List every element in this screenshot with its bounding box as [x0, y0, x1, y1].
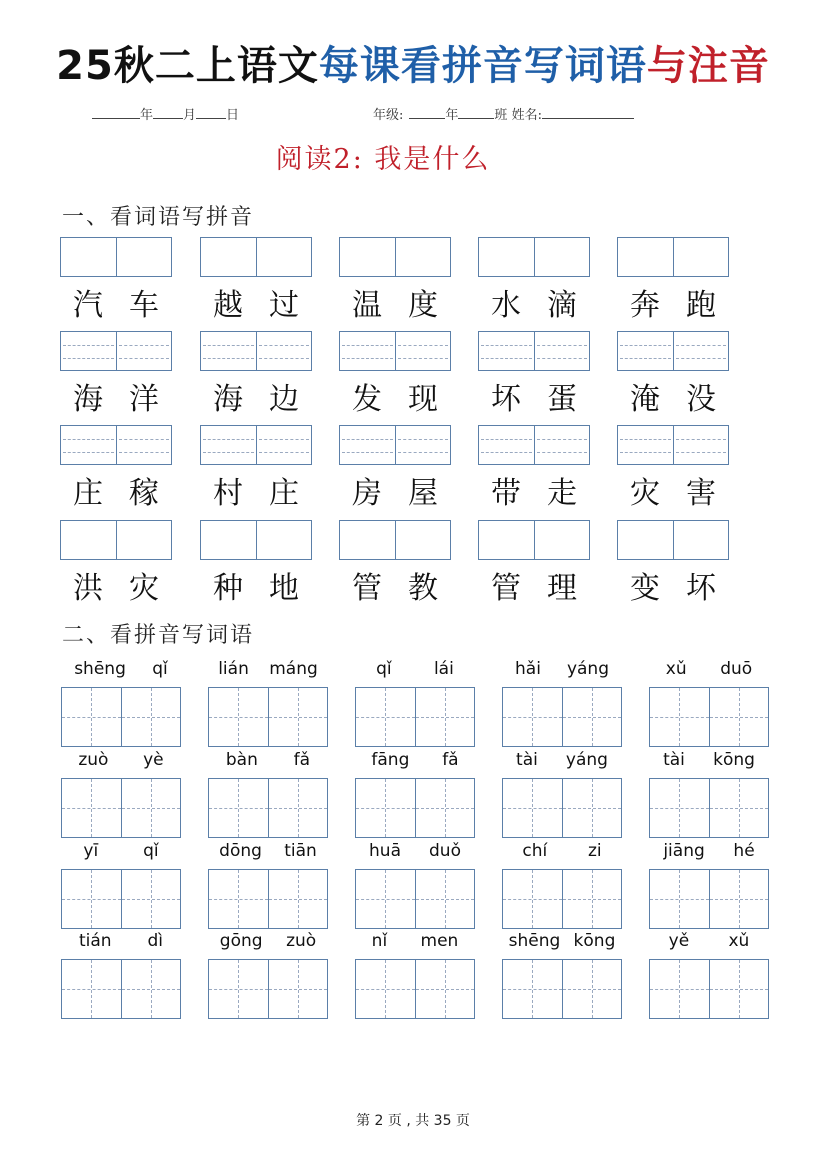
- tian-cell[interactable]: [709, 870, 769, 928]
- vocab-character: 没: [686, 382, 716, 417]
- tian-cell[interactable]: [62, 779, 121, 837]
- vocab-character: 害: [686, 476, 716, 511]
- vocab-character: 灾: [630, 476, 660, 511]
- writing-grid[interactable]: [61, 959, 181, 1019]
- pinyin-answer-box[interactable]: [200, 520, 312, 560]
- grade-year-label: 年: [445, 108, 459, 123]
- pinyin-syllable: hǎi: [515, 659, 541, 679]
- pinyin-box-cell[interactable]: [479, 332, 534, 370]
- writing-grid[interactable]: [502, 778, 622, 838]
- pinyin-box-cell[interactable]: [395, 426, 451, 464]
- vocab-word: [478, 373, 590, 419]
- pinyin-syllable: qǐ: [152, 659, 168, 679]
- writing-grid[interactable]: [208, 959, 328, 1019]
- pinyin-answer-box[interactable]: [617, 331, 729, 371]
- pinyin-answer-box[interactable]: [200, 237, 312, 277]
- tian-cell[interactable]: [356, 960, 415, 1018]
- pinyin-box-cell[interactable]: [256, 426, 312, 464]
- writing-grid[interactable]: [355, 959, 475, 1019]
- vocab-character: 坏: [491, 382, 521, 417]
- vocab-character: 种: [213, 571, 243, 606]
- pinyin-box-cell[interactable]: [479, 426, 534, 464]
- pinyin-syllable: dōng: [219, 841, 262, 861]
- tian-cell[interactable]: [62, 960, 121, 1018]
- pinyin-prompt: [61, 658, 181, 680]
- writing-grid[interactable]: [502, 687, 622, 747]
- vocab-word: [60, 562, 172, 608]
- pinyin-syllable: tián: [78, 931, 112, 951]
- pinyin-box-cell[interactable]: [256, 238, 312, 276]
- pinyin-box-cell[interactable]: [534, 521, 590, 559]
- vocab-word: [617, 279, 729, 325]
- section-1-title: 一、看词语写拼音: [62, 205, 255, 230]
- pinyin-box-cell[interactable]: [116, 238, 172, 276]
- vocab-word: [617, 467, 729, 513]
- vocab-word: [339, 467, 451, 513]
- pinyin-answer-box[interactable]: [478, 237, 590, 277]
- tian-cell[interactable]: [503, 688, 562, 746]
- pinyin-syllable: chí: [522, 841, 548, 861]
- tian-cell[interactable]: [650, 779, 709, 837]
- pinyin-prompt: [355, 840, 475, 862]
- vocab-character: 度: [408, 288, 438, 323]
- tian-cell[interactable]: [209, 688, 268, 746]
- pinyin-syllable: fǎ: [293, 750, 311, 770]
- writing-grid[interactable]: [208, 687, 328, 747]
- pinyin-prompt: [649, 749, 769, 771]
- pinyin-syllable: men: [420, 931, 459, 951]
- tian-cell[interactable]: [650, 870, 709, 928]
- vocab-character: 坏: [686, 571, 716, 606]
- vocab-character: 稼: [129, 476, 159, 511]
- vocab-character: 淹: [630, 382, 660, 417]
- pinyin-syllable: qǐ: [143, 841, 159, 861]
- tian-cell[interactable]: [121, 779, 181, 837]
- pinyin-prompt: [502, 658, 622, 680]
- pinyin-syllable: duō: [720, 659, 753, 679]
- writing-grid[interactable]: [649, 778, 769, 838]
- pinyin-box-cell[interactable]: [340, 426, 395, 464]
- pinyin-syllable: nǐ: [371, 931, 388, 951]
- pinyin-syllable: zuò: [78, 750, 109, 770]
- name-blank[interactable]: [542, 106, 634, 119]
- page-title: [0, 40, 826, 92]
- pinyin-prompt: [61, 840, 181, 862]
- class-blank[interactable]: [458, 106, 494, 119]
- pinyin-syllable: yī: [83, 841, 99, 861]
- date-line: [92, 104, 239, 123]
- vocab-character: 跑: [686, 288, 716, 323]
- pinyin-prompt: [355, 930, 475, 952]
- pinyin-box-cell[interactable]: [61, 238, 116, 276]
- section-2-title: 二、看拼音写词语: [62, 623, 255, 648]
- tian-cell[interactable]: [562, 870, 622, 928]
- pinyin-syllable: gōng: [219, 931, 263, 951]
- writing-grid[interactable]: [649, 869, 769, 929]
- vocab-character: 理: [547, 571, 577, 606]
- pinyin-box-cell[interactable]: [61, 332, 116, 370]
- pinyin-syllable: yáng: [565, 750, 608, 770]
- tian-cell[interactable]: [121, 688, 181, 746]
- tian-cell[interactable]: [268, 870, 328, 928]
- writing-grid[interactable]: [355, 778, 475, 838]
- tian-cell[interactable]: [503, 960, 562, 1018]
- tian-cell[interactable]: [415, 688, 475, 746]
- pinyin-prompt: [355, 658, 475, 680]
- writing-grid[interactable]: [502, 869, 622, 929]
- pinyin-syllable: kōng: [713, 750, 755, 770]
- vocab-word: [617, 373, 729, 419]
- tian-cell[interactable]: [562, 779, 622, 837]
- lesson-subtitle: 阅读2: 我是什么: [275, 144, 491, 175]
- vocab-word: [339, 279, 451, 325]
- vocab-character: 走: [547, 476, 577, 511]
- pinyin-prompt: [502, 749, 622, 771]
- pinyin-prompt: [61, 749, 181, 771]
- tian-cell[interactable]: [62, 870, 121, 928]
- vocab-character: 地: [269, 571, 299, 606]
- vocab-word: [60, 467, 172, 513]
- tian-cell[interactable]: [62, 688, 121, 746]
- pinyin-answer-box[interactable]: [339, 425, 451, 465]
- vocab-character: 变: [630, 571, 660, 606]
- pinyin-syllable: fǎ: [442, 750, 459, 770]
- grade-blank[interactable]: [409, 106, 445, 119]
- pinyin-syllable: kōng: [573, 931, 616, 951]
- tian-cell[interactable]: [503, 870, 562, 928]
- pinyin-box-cell[interactable]: [61, 426, 116, 464]
- tian-cell[interactable]: [415, 779, 475, 837]
- writing-grid[interactable]: [355, 687, 475, 747]
- vocab-character: 车: [129, 288, 159, 323]
- tian-cell[interactable]: [709, 779, 769, 837]
- day-label: 日: [226, 108, 240, 123]
- pinyin-prompt: [649, 930, 769, 952]
- pinyin-syllable: huā: [369, 841, 401, 861]
- pinyin-syllable: dì: [147, 931, 164, 951]
- tian-cell[interactable]: [356, 688, 415, 746]
- vocab-character: 奔: [630, 288, 660, 323]
- pinyin-answer-box[interactable]: [60, 425, 172, 465]
- vocab-character: 庄: [269, 476, 299, 511]
- student-info-line: [373, 104, 634, 123]
- vocab-character: 发: [352, 382, 382, 417]
- pinyin-box-cell[interactable]: [201, 238, 256, 276]
- day-blank[interactable]: [196, 106, 226, 119]
- vocab-word: [200, 467, 312, 513]
- pinyin-box-cell[interactable]: [479, 238, 534, 276]
- pinyin-answer-box[interactable]: [339, 520, 451, 560]
- pinyin-box-cell[interactable]: [673, 426, 729, 464]
- pinyin-answer-box[interactable]: [339, 237, 451, 277]
- vocab-word: [60, 373, 172, 419]
- year-label: 年: [140, 108, 154, 123]
- tian-cell[interactable]: [415, 870, 475, 928]
- pinyin-syllable: qǐ: [376, 659, 392, 679]
- pinyin-syllable: shēng: [74, 659, 126, 679]
- pinyin-box-cell[interactable]: [256, 521, 312, 559]
- vocab-word: [617, 562, 729, 608]
- pinyin-box-cell[interactable]: [534, 332, 590, 370]
- pinyin-syllable: fāng: [371, 750, 410, 770]
- vocab-word: [200, 279, 312, 325]
- tian-cell[interactable]: [121, 960, 181, 1018]
- pinyin-box-cell[interactable]: [116, 332, 172, 370]
- pinyin-box-cell[interactable]: [618, 426, 673, 464]
- class-label: 班: [494, 108, 508, 123]
- pinyin-box-cell[interactable]: [395, 332, 451, 370]
- vocab-character: 灾: [129, 571, 159, 606]
- pinyin-syllable: yáng: [566, 659, 609, 679]
- pinyin-box-cell[interactable]: [116, 426, 172, 464]
- pinyin-syllable: tiān: [284, 841, 317, 861]
- tian-cell[interactable]: [121, 870, 181, 928]
- pinyin-box-cell[interactable]: [201, 426, 256, 464]
- pinyin-prompt: [208, 658, 328, 680]
- year-blank[interactable]: [92, 106, 140, 119]
- name-label: 姓名:: [511, 108, 542, 123]
- pinyin-answer-box[interactable]: [617, 237, 729, 277]
- pinyin-syllable: xǔ: [665, 659, 687, 679]
- pinyin-answer-box[interactable]: [617, 425, 729, 465]
- pinyin-box-cell[interactable]: [479, 521, 534, 559]
- tian-cell[interactable]: [209, 779, 268, 837]
- pinyin-syllable: tài: [516, 750, 538, 770]
- pinyin-prompt: [208, 930, 328, 952]
- pinyin-prompt: [502, 840, 622, 862]
- title-part-2: 每课看拼音写词语: [318, 43, 647, 89]
- pinyin-box-cell[interactable]: [673, 332, 729, 370]
- vocab-character: 越: [213, 288, 243, 323]
- vocab-character: 水: [491, 288, 521, 323]
- pinyin-box-cell[interactable]: [116, 521, 172, 559]
- writing-grid[interactable]: [649, 687, 769, 747]
- tian-cell[interactable]: [268, 779, 328, 837]
- pinyin-answer-box[interactable]: [339, 331, 451, 371]
- pinyin-syllable: tài: [663, 750, 685, 770]
- pinyin-syllable: zi: [587, 841, 602, 861]
- pinyin-box-cell[interactable]: [395, 521, 451, 559]
- pinyin-box-cell[interactable]: [340, 521, 395, 559]
- writing-grid[interactable]: [61, 687, 181, 747]
- pinyin-box-cell[interactable]: [534, 426, 590, 464]
- tian-cell[interactable]: [268, 688, 328, 746]
- title-part-1: 25秋二上语文: [56, 43, 319, 89]
- title-part-3: 与注音: [646, 43, 770, 89]
- tian-cell[interactable]: [209, 960, 268, 1018]
- tian-cell[interactable]: [650, 960, 709, 1018]
- pinyin-prompt: [355, 749, 475, 771]
- tian-cell[interactable]: [562, 688, 622, 746]
- vocab-character: 房: [352, 476, 382, 511]
- pinyin-prompt: [502, 930, 622, 952]
- month-blank[interactable]: [153, 106, 183, 119]
- vocab-character: 汽: [73, 288, 103, 323]
- pinyin-syllable: xǔ: [728, 931, 750, 951]
- vocab-word: [200, 373, 312, 419]
- tian-cell[interactable]: [415, 960, 475, 1018]
- pinyin-prompt: [208, 749, 328, 771]
- pinyin-box-cell[interactable]: [673, 521, 729, 559]
- pinyin-box-cell[interactable]: [618, 332, 673, 370]
- pinyin-syllable: bàn: [225, 750, 258, 770]
- vocab-character: 庄: [73, 476, 103, 511]
- pinyin-box-cell[interactable]: [61, 521, 116, 559]
- pinyin-syllable: máng: [269, 659, 318, 679]
- vocab-character: 管: [491, 571, 521, 606]
- pinyin-syllable: shēng: [508, 931, 561, 951]
- pinyin-prompt: [649, 658, 769, 680]
- pinyin-syllable: duǒ: [429, 841, 461, 861]
- pinyin-syllable: yè: [143, 750, 164, 770]
- vocab-word: [60, 279, 172, 325]
- tian-cell[interactable]: [356, 779, 415, 837]
- tian-cell[interactable]: [709, 960, 769, 1018]
- vocab-character: 洋: [129, 382, 159, 417]
- pinyin-box-cell[interactable]: [340, 238, 395, 276]
- page-footer: 第 2 页 , 共 35 页: [356, 1113, 470, 1129]
- tian-cell[interactable]: [209, 870, 268, 928]
- vocab-character: 屋: [408, 476, 438, 511]
- tian-cell[interactable]: [650, 688, 709, 746]
- pinyin-answer-box[interactable]: [478, 520, 590, 560]
- pinyin-box-cell[interactable]: [340, 332, 395, 370]
- pinyin-answer-box[interactable]: [478, 425, 590, 465]
- vocab-word: [478, 467, 590, 513]
- pinyin-syllable: lái: [433, 659, 454, 679]
- vocab-character: 边: [269, 382, 299, 417]
- pinyin-box-cell[interactable]: [256, 332, 312, 370]
- tian-cell[interactable]: [503, 779, 562, 837]
- pinyin-prompt: [61, 930, 181, 952]
- writing-grid[interactable]: [208, 778, 328, 838]
- writing-grid[interactable]: [61, 869, 181, 929]
- pinyin-answer-box[interactable]: [60, 331, 172, 371]
- pinyin-answer-box[interactable]: [60, 520, 172, 560]
- writing-grid[interactable]: [649, 959, 769, 1019]
- pinyin-box-cell[interactable]: [201, 521, 256, 559]
- grade-label: 年级:: [373, 108, 404, 123]
- tian-cell[interactable]: [709, 688, 769, 746]
- writing-grid[interactable]: [208, 869, 328, 929]
- pinyin-box-cell[interactable]: [618, 238, 673, 276]
- vocab-character: 管: [352, 571, 382, 606]
- tian-cell[interactable]: [268, 960, 328, 1018]
- pinyin-syllable: zuò: [286, 931, 317, 951]
- pinyin-syllable: yě: [668, 931, 690, 951]
- pinyin-answer-box[interactable]: [200, 425, 312, 465]
- pinyin-answer-box[interactable]: [60, 237, 172, 277]
- vocab-character: 教: [408, 571, 438, 606]
- vocab-word: [478, 279, 590, 325]
- vocab-character: 海: [213, 382, 243, 417]
- pinyin-answer-box[interactable]: [200, 331, 312, 371]
- pinyin-box-cell[interactable]: [201, 332, 256, 370]
- pinyin-syllable: jiāng: [663, 841, 705, 861]
- vocab-character: 村: [213, 476, 243, 511]
- pinyin-syllable: hé: [733, 841, 755, 861]
- vocab-word: [339, 562, 451, 608]
- vocab-word: [478, 562, 590, 608]
- writing-grid[interactable]: [61, 778, 181, 838]
- writing-grid[interactable]: [355, 869, 475, 929]
- pinyin-syllable: lián: [218, 659, 249, 679]
- writing-grid[interactable]: [502, 959, 622, 1019]
- month-label: 月: [183, 108, 197, 123]
- vocab-character: 带: [491, 476, 521, 511]
- pinyin-answer-box[interactable]: [617, 520, 729, 560]
- vocab-character: 滴: [547, 288, 577, 323]
- tian-cell[interactable]: [356, 870, 415, 928]
- pinyin-prompt: [649, 840, 769, 862]
- pinyin-box-cell[interactable]: [534, 238, 590, 276]
- pinyin-prompt: [208, 840, 328, 862]
- vocab-character: 蛋: [547, 382, 577, 417]
- vocab-word: [200, 562, 312, 608]
- pinyin-box-cell[interactable]: [673, 238, 729, 276]
- vocab-word: [339, 373, 451, 419]
- tian-cell[interactable]: [562, 960, 622, 1018]
- vocab-character: 温: [352, 288, 382, 323]
- pinyin-box-cell[interactable]: [395, 238, 451, 276]
- vocab-character: 洪: [73, 571, 103, 606]
- pinyin-answer-box[interactable]: [478, 331, 590, 371]
- vocab-character: 海: [73, 382, 103, 417]
- vocab-character: 现: [408, 382, 438, 417]
- pinyin-box-cell[interactable]: [618, 521, 673, 559]
- vocab-character: 过: [269, 288, 299, 323]
